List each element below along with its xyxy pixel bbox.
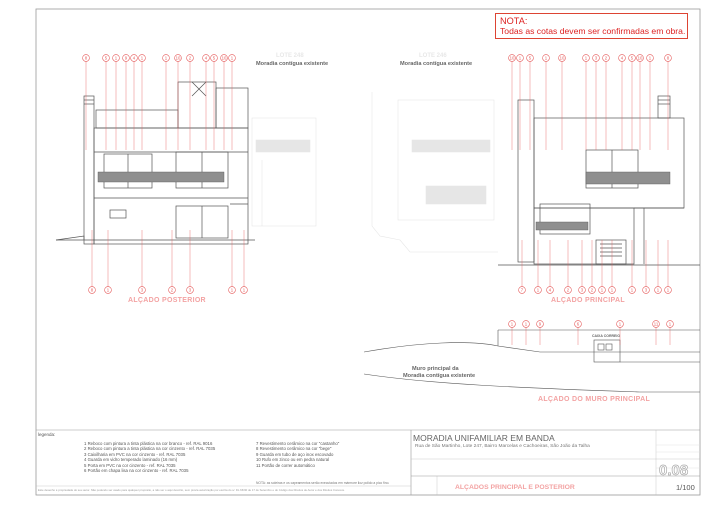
marker-label: 10 [509, 55, 515, 61]
legend-item: 11 Portão de correr automático [256, 462, 315, 468]
marker-label: 4 [620, 55, 624, 61]
marker-label: 11 [653, 321, 659, 327]
marker-label: 1 [666, 287, 670, 293]
legend [38, 432, 410, 486]
marker-label: 3 [140, 287, 144, 293]
legend-item: 5 Porta em PVC na cor cinzento - ref. RAL 7035 [84, 462, 176, 468]
marker-label: 4 [204, 55, 208, 61]
marker-label: 8 [90, 287, 94, 293]
scale-label: 1/100 [676, 483, 695, 492]
legend-column-2 [256, 441, 339, 468]
note-box [495, 13, 688, 39]
project-title: MORADIA UNIFAMILIAR EM BANDA [413, 433, 555, 443]
marker-label: 1 [630, 287, 634, 293]
mailbox-label: CAIXA CORREIO [592, 334, 621, 338]
drawing-title: ALÇADOS PRINCIPAL E POSTERIOR [455, 484, 575, 491]
marker-label: 5 [212, 55, 216, 61]
marker-label: 3 [188, 287, 192, 293]
marker-label: 5 [630, 55, 634, 61]
marker-label: 2 [590, 287, 594, 293]
legend-item: 1 Reboco com pintura a tinta plástica na cor branco - ref. RAL 9016 [84, 441, 213, 446]
legend-item: 10 Rufo em zinco ou em pedra natural [256, 457, 330, 463]
marker-label: 10 [637, 55, 643, 61]
marker-label: 1 [518, 55, 522, 61]
project-address: Rua de São Martinho, Lote 247, Bairro Marcelas e Cachoeiras, São João da Talha [415, 444, 590, 449]
marker-label: 2 [170, 287, 174, 293]
marker-label: 4 [548, 287, 552, 293]
marker-label: 1 [584, 55, 588, 61]
legend-item: 6 Portão em chapa lisa na cor cinzento - ref. RAL 7035 [84, 468, 189, 474]
marker-label: 1 [524, 321, 528, 327]
marker-label: 7 [520, 287, 524, 293]
marker-label: 10 [221, 55, 227, 61]
marker-label: 2 [604, 55, 608, 61]
marker-label: 1 [656, 287, 660, 293]
legend-item: 7 Revestimento cerâmico na cor "castanho" [256, 441, 340, 446]
marker-label: 1 [164, 55, 168, 61]
note-text: Todas as cotas devem ser confirmadas em obra. [500, 26, 686, 36]
marker-label: 8 [666, 55, 670, 61]
marker-label: 1 [618, 321, 622, 327]
footer-copyright: Este desenho é propriedade do seu autor. Não podendo ser usado para qualquer propósito, a não ser o aqui descrito, sem prévia autorização por escrita do s/. DL 66/90 de 17 de Setembro e do Código dos Direitos de Autor e dos Direitos Conexos. [38, 488, 345, 492]
marker-layer [83, 55, 674, 328]
marker-label: 1 [106, 287, 110, 293]
legend-item: 3 Caixilharia em PVC na cor cinzento - ref. RAL 7035 [84, 451, 186, 457]
marker-label: 1 [242, 287, 246, 293]
marker-label: 2 [566, 287, 570, 293]
marker-label: 2 [188, 55, 192, 61]
wall-caption-2: Moradia contígua existente [403, 373, 476, 379]
legend-column-1 [84, 441, 215, 473]
marker-label: 1 [230, 55, 234, 61]
marker-label: 1 [544, 55, 548, 61]
legend-note: NOTA: as soleiras e os capeamentos serão executados em mármore lioz polido a pico fino. [256, 481, 390, 485]
sheet-number: 0.08 [659, 462, 689, 479]
wall-elevation [364, 330, 700, 392]
marker-label: 10 [559, 55, 565, 61]
marker-label: 1 [114, 55, 118, 61]
marker-label: 4 [132, 55, 136, 61]
legend-item: 4 Guarda em vidro temperado laminado (16 mm) [84, 457, 178, 463]
legend-item: 8 Revestimento cerâmico na cor "bege" [256, 446, 332, 452]
marker-label: 9 [538, 321, 542, 327]
marker-label: 3 [594, 55, 598, 61]
wall-caption-1: Muro principal da [412, 366, 459, 372]
marker-label: 1 [600, 287, 604, 293]
main-elevation-title: ALÇADO PRINCIPAL [551, 297, 625, 304]
adjacent-right-label: Moradia contígua existente [400, 61, 473, 67]
marker-label: 8 [84, 55, 88, 61]
marker-label: 1 [648, 55, 652, 61]
marker-label: 5 [528, 55, 532, 61]
legend-item: 9 Guarda em tubo de aço inox escovado [256, 451, 334, 457]
marker-label: 1 [536, 287, 540, 293]
marker-label: 1 [510, 321, 514, 327]
marker-label: 1 [610, 287, 614, 293]
note-title: NOTA: [500, 16, 528, 26]
marker-label: 1 [668, 321, 672, 327]
marker-label: 5 [104, 55, 108, 61]
legend-item: 2 Reboco com pintura a tinta plástica na cor cinzento - ref. RAL 7035 [84, 446, 216, 452]
lote-left-label: LOTE 248 [276, 53, 304, 59]
marker-label: 3 [644, 287, 648, 293]
marker-label: 6 [576, 321, 580, 327]
adjacent-left-label: Moradia contígua existente [256, 61, 329, 67]
lote-right-label: LOTE 246 [419, 53, 447, 59]
wall-elevation-title: ALÇADO DO MURO PRINCIPAL [538, 396, 651, 403]
marker-label: 10 [175, 55, 181, 61]
rear-elevation-title: ALÇADO POSTERIOR [128, 297, 206, 304]
legend-header: legenda: [38, 432, 56, 437]
marker-label: 3 [580, 287, 584, 293]
marker-label: 9 [124, 55, 128, 61]
marker-label: 1 [140, 55, 144, 61]
marker-label: 1 [230, 287, 234, 293]
